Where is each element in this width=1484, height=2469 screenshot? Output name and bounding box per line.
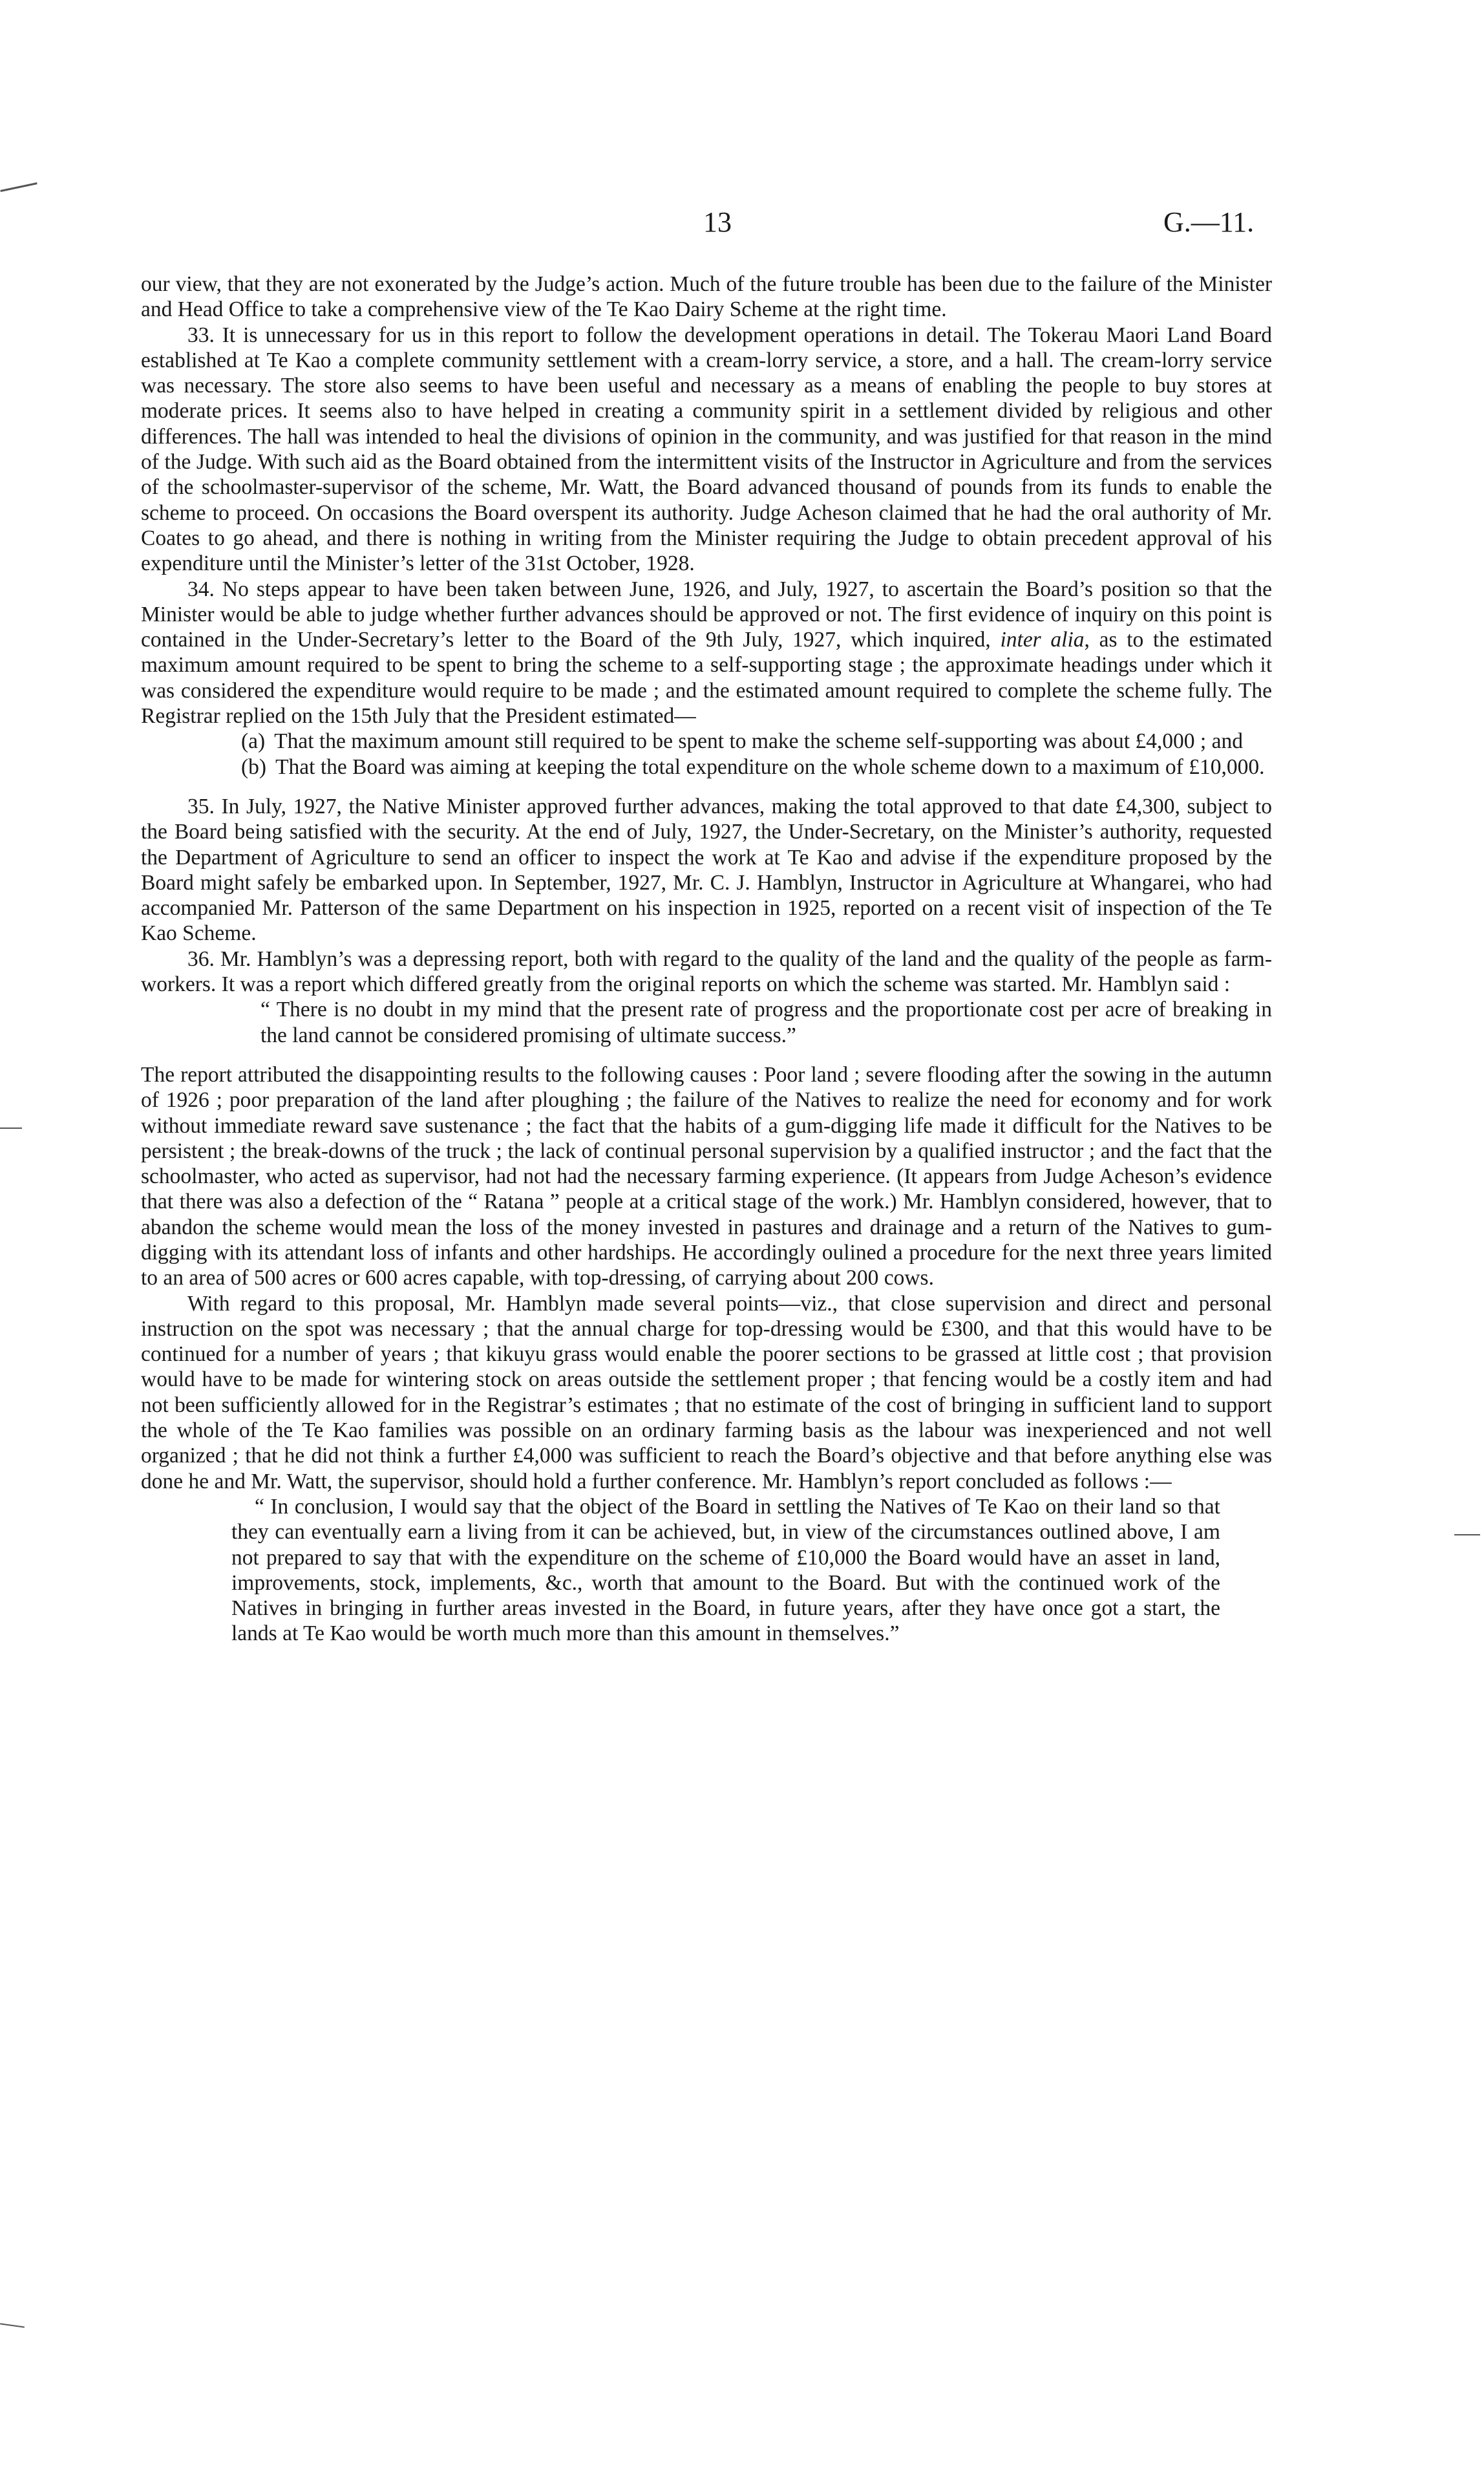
paragraph-34-italic: inter alia xyxy=(1000,628,1085,652)
list-item-text: That the maximum amount still required to be spent to make the scheme self-supporting was about £4,000 ; and xyxy=(274,729,1243,754)
quotation-conclusion-text: “ In conclusion, I would say that the object of the Board in settling the Natives of Te Kao on their land so that they can eventually earn a living from it can be achieved, but, in view of the circumstances outlined above, I am not prepared to say that with the expenditure on the scheme of £10,000 the Board would have an asset in land, improvements, stock, implements, &c., worth that amount to the Board. But with the continued work of the Natives in bringing in further areas invested in the Board, in future years, after they have once got a start, the lands at Te Kao would be worth much more than this amount in themselves.” xyxy=(231,1494,1220,1646)
paragraph-34-text-b: , as to the estimated maximum amount required to be spent to bring the scheme to a self-supporting stage ; the approximate headings under which it was considered the expenditure would require to be made ; and the estimated amount required to complete the scheme fully. The Registrar replied on the 15th July that the President estimated— xyxy=(141,628,1273,729)
quotation-hamblyn-text: “ There is no doubt in my mind that the present rate of progress and the proportionate cost per acre of breaking in the land cannot be considered promising of ultimate success.” xyxy=(260,998,1272,1047)
list-item-marker: (b) xyxy=(241,754,267,779)
scan-mark-right xyxy=(1454,1534,1480,1535)
body-text xyxy=(141,272,1272,1647)
list-item xyxy=(241,729,1272,754)
paragraph-continued: our view, that they are not exonerated by the Judge’s action. Much of the future trouble has been due to the failure of the Minister and Head Office to take a comprehensive view of the Te Kao Dairy Scheme at the right time. xyxy=(141,272,1272,322)
paragraph-34-text-a: 34. No steps appear to have been taken between June, 1926, and July, 1927, to ascertain the Board’s position so that the Minister would be able to judge whether further advances should be approved or not. The first evidence of inquiry on this point is contained in the Under-Secretary’s letter to the Board of the 9th July, 1927, which inquired, xyxy=(141,577,1272,652)
scan-mark-left-bottom xyxy=(0,2323,25,2327)
list-item-text: That the Board was aiming at keeping the total expenditure on the whole scheme down to a maximum of £10,000. xyxy=(275,754,1265,779)
paragraph-35: 35. In July, 1927, the Native Minister approved further advances, making the total approved to that date £4,300, subject to the Board being satisfied with the security. At the end of July, 1927, the Under-Secretary, on the Minister’s authority, requested the Department of Agriculture to send an officer to inspect the work at Te Kao and advise if the expenditure proposed by the Board might safely be embarked upon. In September, 1927, Mr. C. J. Hamblyn, Instructor in Agriculture at Whangarei, who had accompanied Mr. Patterson of the same Department on his inspection in 1925, reported on a recent visit of inspection of the Te Kao Scheme. xyxy=(141,794,1272,946)
paragraph-36: 36. Mr. Hamblyn’s was a depressing report, both with regard to the quality of the land and the quality of the people as farm-workers. It was a report which differed greatly from the original reports on which the scheme was started. Mr. Hamblyn said : xyxy=(141,946,1272,997)
quotation-conclusion xyxy=(141,1494,1272,1647)
scan-mark-left-top xyxy=(0,182,37,192)
document-reference: G.—11. xyxy=(1163,206,1255,238)
paragraph-33: 33. It is unnecessary for us in this report to follow the development operations in detail. The Tokerau Maori Land Board established at Te Kao a complete community settlement with a cream-lorry service, a store, and a hall. The cream-lorry service was necessary. The store also seems to have been useful and necessary as a means of enabling the people to buy stores at moderate prices. It seems also to have helped in creating a community spirit in a settlement divided by religious and other differences. The hall was intended to heal the divisions of opinion in the community, and was justified for that reason in the mind of the Judge. With such aid as the Board obtained from the intermittent visits of the Instructor in Agriculture and from the services of the schoolmaster-supervisor of the scheme, Mr. Watt, the Board advanced thousand of pounds from its funds to enable the scheme to proceed. On occasions the Board overspent its authority. Judge Acheson claimed that he had the oral authority of Mr. Coates to go ahead, and there is nothing in writing from the Minister requiring the Judge to obtain precedent approval of his expenditure until the Minister’s letter of the 31st October, 1928. xyxy=(141,323,1272,576)
paragraph-report-causes: The report attributed the disappointing results to the following causes : Poor land ; severe flooding after the sowing in the autumn of 1926 ; poor preparation of the land after ploughing ; the failure of the Natives to realize the need for economy and for work without immediate reward save sustenance ; the fact that the habits of a gum-digging life made it difficult for the Natives to be persistent ; the break-downs of the truck ; the lack of continual personal supervision by a qualified instructor ; and the fact that the schoolmaster, who acted as supervisor, had not had the necessary farming experience. (It appears from Judge Acheson’s evidence that there was also a defection of the “ Ratana ” people at a critical stage of the work.) Mr. Hamblyn considered, however, that to abandon the scheme would mean the loss of the money invested in pastures and drainage and a return of the Natives to gum-digging with its attendant loss of infants and other hardships. He accordingly oulined a procedure for the next three years limited to an area of 500 acres or 600 acres capable, with top-dressing, of carrying about 200 cows. xyxy=(141,1062,1272,1290)
quotation-hamblyn xyxy=(141,997,1272,1048)
paragraph-34 xyxy=(141,577,1272,729)
estimate-list xyxy=(141,729,1272,780)
page-header xyxy=(0,206,1484,244)
paragraph-proposal: With regard to this proposal, Mr. Hamblyn made several points—viz., that close supervision and direct and personal instruction on the spot was necessary ; that the annual charge for top-dressing would be £300, and that this would have to be continued for a number of years ; that kikuyu grass would enable the poorer sections to be grassed at little cost ; that provision would have to be made for wintering stock on areas outside the settlement proper ; that fencing would be a costly item and had not been sufficiently allowed for in the Registrar’s estimates ; that no estimate of the cost of bringing in sufficient land to support the whole of the Te Kao families was possible on an ordinary farming basis as the labour was inexperienced and not well organized ; that he did not think a further £4,000 was sufficient to reach the Board’s objective and that before anything else was done he and Mr. Watt, the supervisor, should hold a further conference. Mr. Hamblyn’s report concluded as follows :— xyxy=(141,1291,1272,1493)
scan-mark-left-mid xyxy=(0,1128,22,1129)
page-number: 13 xyxy=(703,206,732,238)
list-item-marker: (a) xyxy=(241,729,266,754)
list-item xyxy=(241,754,1272,780)
